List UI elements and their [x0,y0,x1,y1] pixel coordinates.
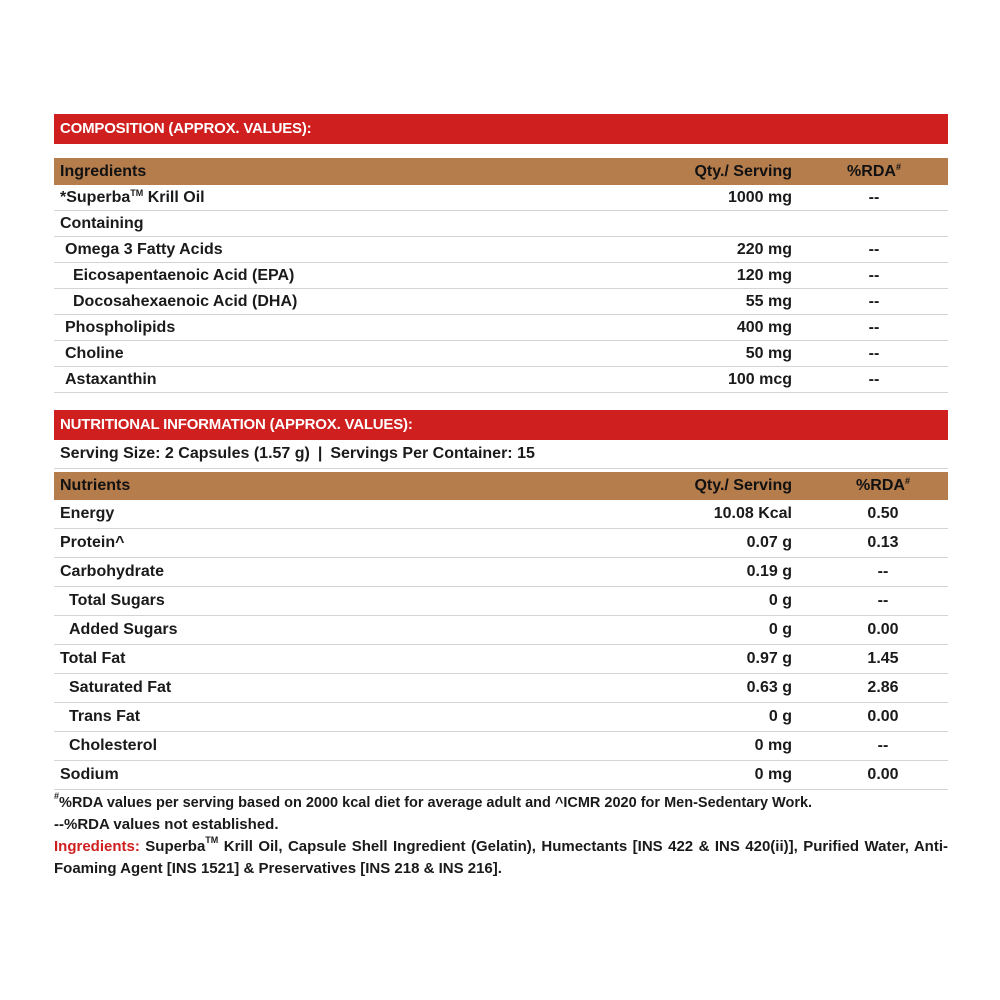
table-row [54,645,948,674]
ingredient-name: Eicosapentaenoic Acid (EPA) [73,266,295,284]
nutrient-name: Trans Fat [69,708,141,725]
nutrient-qty: 0.97 g [746,650,792,667]
nutrient-rda: 0.00 [867,621,899,638]
header-nutrients: Nutrients [60,477,131,494]
ingredient-rda: -- [868,292,880,310]
ingredient-qty: 1000 mg [727,188,792,206]
ingredient-name: Phospholipids [65,318,176,336]
table-row [54,500,948,529]
header-qty: Qty./ Serving [694,477,792,494]
table-row [54,341,948,367]
ingredient-name: Docosahexaenoic Acid (DHA) [73,292,298,310]
nutrient-name: Protein^ [60,534,125,551]
header-ingredients: Ingredients [60,162,147,180]
nutrition-header-row [54,472,948,500]
nutrition-section [54,410,948,790]
header-rda: %RDA# [847,161,901,180]
ingredient-qty: 100 mcg [727,370,792,388]
serving-separator: | [317,445,323,462]
ingredient-qty: 50 mg [745,344,792,362]
serving-size: Serving Size: 2 Capsules (1.57 g) [60,445,310,462]
table-row [54,185,948,211]
ingredient-qty: 220 mg [736,240,792,258]
ingredient-name: Containing [60,214,144,232]
table-row [54,529,948,558]
nutrient-rda: -- [877,592,889,609]
table-row [54,616,948,645]
header-qty: Qty./ Serving [694,162,792,180]
table-row [54,674,948,703]
nutrient-rda: 0.13 [867,534,899,551]
nutrient-rda: 1.45 [867,650,899,667]
nutrient-name: Cholesterol [69,737,158,754]
nutrient-rda: 2.86 [867,679,899,696]
ingredients-statement: Ingredients: Superba™ Krill Oil, Capsule Shell Ingredient (Gelatin), Humectants [INS 422 & INS 420(ii)], Purified Water, Anti-Foaming Agent [INS 1521] & Preservatives [INS 218 & INS 216]. [54,835,948,877]
ingredient-rda: -- [868,318,880,336]
table-row [54,263,948,289]
table-row [54,315,948,341]
nutrient-rda: -- [877,563,889,580]
nutrient-qty: 0.63 g [746,679,792,696]
nutrient-rda: 0.00 [867,708,899,725]
nutrient-qty: 0.07 g [746,534,792,551]
ingredient-rda: -- [868,188,880,206]
nutrient-name: Total Fat [60,650,126,667]
ingredient-name: Omega 3 Fatty Acids [65,240,223,258]
ingredient-name: Choline [65,344,124,362]
table-row [54,761,948,790]
nutrient-rda: 0.00 [867,766,899,783]
nutrient-qty: 0 mg [754,737,792,754]
nutrient-qty: 0 g [768,621,792,638]
rda-footnote: #%RDA values per serving based on 2000 kcal diet for average adult and ^ICMR 2020 for Men-Sedentary Work. [54,791,813,811]
nutrient-name: Sodium [60,766,119,783]
table-row [54,237,948,263]
table-row [54,587,948,616]
nutrient-name: Added Sugars [69,621,178,638]
servings-per-container: Servings Per Container: 15 [330,445,535,462]
ingredient-rda: -- [868,370,880,388]
ingredient-name: Astaxanthin [65,370,157,388]
composition-title: COMPOSITION (APPROX. VALUES): [54,114,948,144]
table-row [54,558,948,587]
table-row [54,289,948,315]
ingredient-rda: -- [868,344,880,362]
ingredient-name: *Superba™ Krill Oil [60,187,205,206]
nutrient-name: Carbohydrate [60,563,165,580]
nutrient-qty: 0 g [768,592,792,609]
header-rda: %RDA# [856,476,910,494]
serving-info [54,440,948,469]
nutrient-rda: -- [877,737,889,754]
rda-not-established-note: --%RDA values not established. [54,816,279,833]
ingredient-qty: 55 mg [745,292,792,310]
nutrition-title: NUTRITIONAL INFORMATION (APPROX. VALUES): [54,410,948,440]
table-row [54,703,948,732]
nutrient-name: Saturated Fat [69,679,172,696]
ingredient-rda: -- [868,240,880,258]
footnotes [54,792,948,880]
ingredient-qty: 120 mg [736,266,792,284]
ingredient-qty: 400 mg [736,318,792,336]
nutrient-qty: 10.08 Kcal [713,505,792,522]
nutrient-qty: 0.19 g [746,563,792,580]
table-row [54,367,948,393]
ingredients-label: Ingredients: [54,838,140,855]
nutrient-qty: 0 g [768,708,792,725]
table-row [54,211,948,237]
nutrient-name: Energy [60,505,115,522]
table-row [54,732,948,761]
composition-section [54,114,948,393]
nutrient-rda: 0.50 [867,505,899,522]
nutrient-name: Total Sugars [69,592,165,609]
nutrient-qty: 0 mg [754,766,792,783]
ingredient-rda: -- [868,266,880,284]
composition-header-row [54,158,948,185]
